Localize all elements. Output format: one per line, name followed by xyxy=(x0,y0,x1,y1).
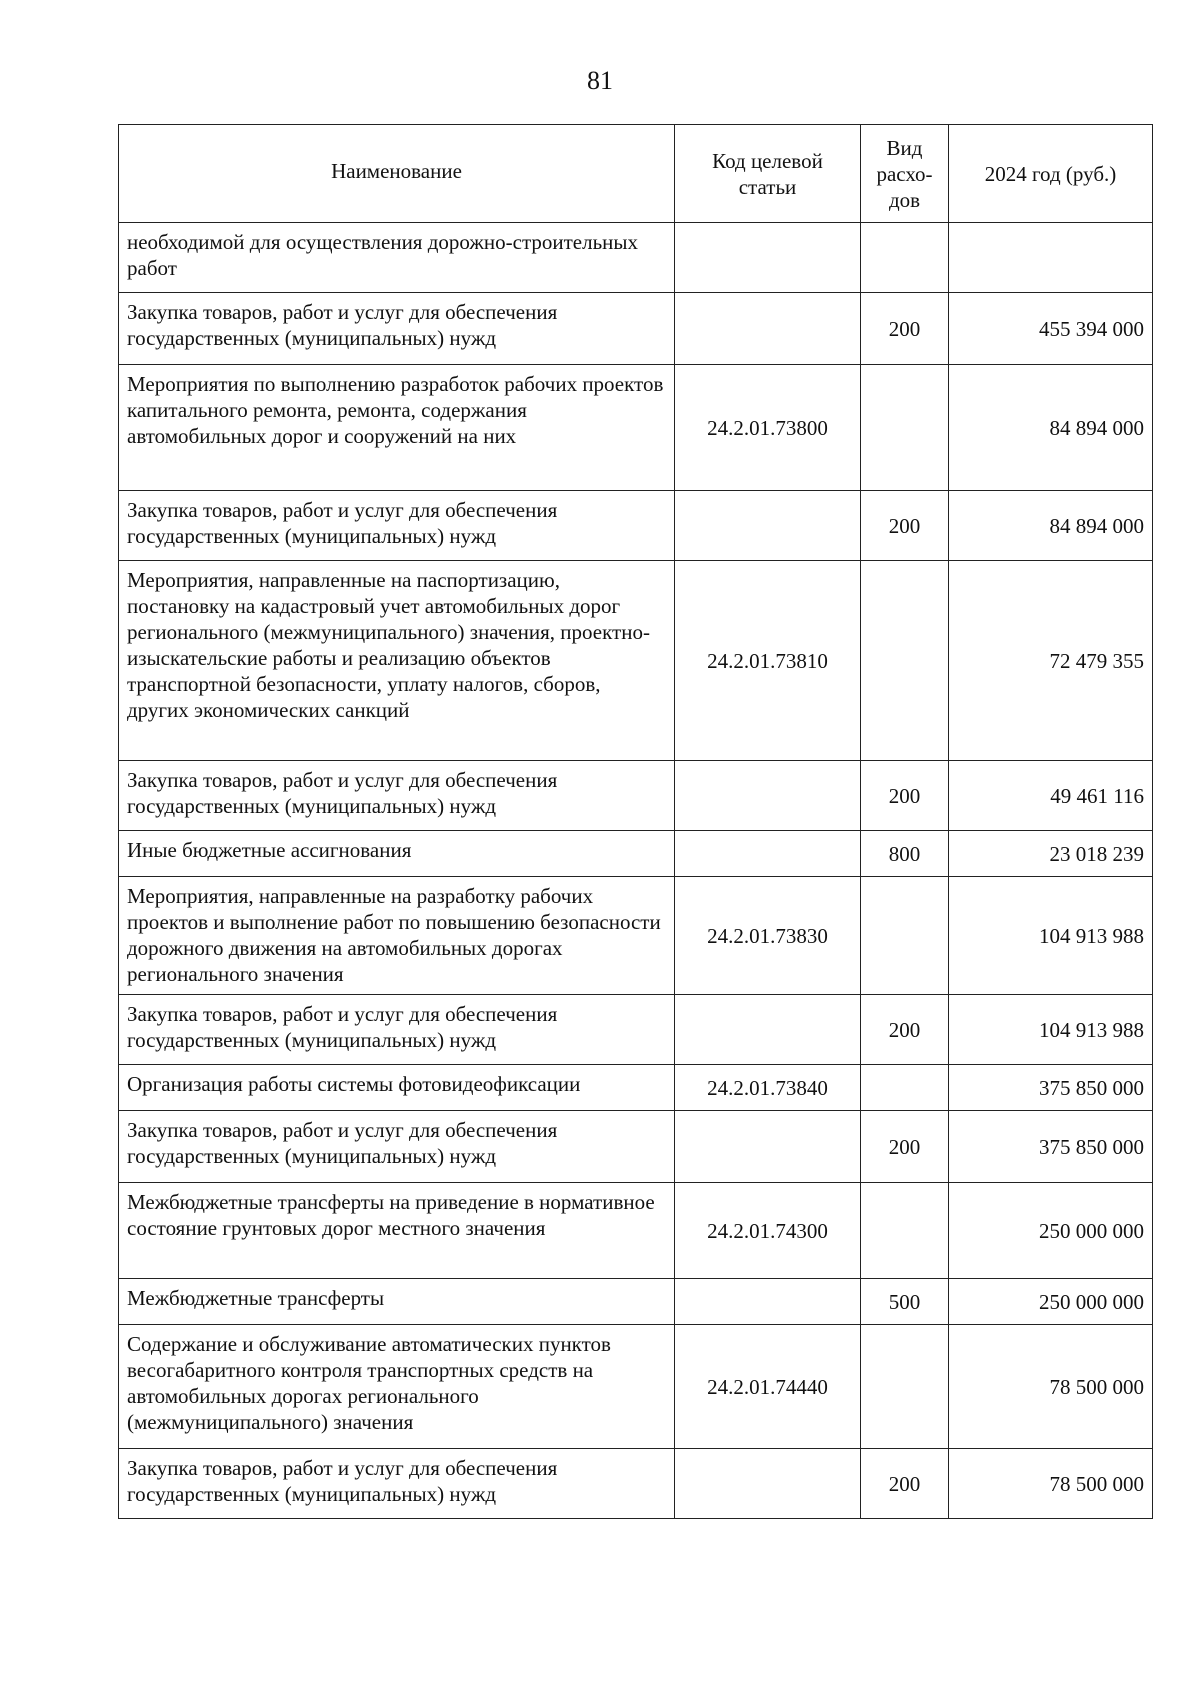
table-row xyxy=(119,491,1153,561)
row-code-cell xyxy=(675,1449,861,1519)
row-type-cell: 200 xyxy=(861,1111,949,1183)
table-row xyxy=(119,293,1153,365)
row-type-cell xyxy=(861,1325,949,1449)
row-code-cell xyxy=(675,761,861,831)
row-sum-cell: 78 500 000 xyxy=(949,1449,1153,1519)
table-row xyxy=(119,223,1153,293)
row-sum-cell: 375 850 000 xyxy=(949,1111,1153,1183)
row-name-cell: Мероприятия по выполнению разработок рабочих проектов капитального ремонта, ремонта, содержания автомобильных дорог и сооружений на них xyxy=(119,365,675,491)
row-name-cell: Межбюджетные трансферты на приведение в нормативное состояние грунтовых дорог местного значения xyxy=(119,1183,675,1279)
row-sum-cell: 455 394 000 xyxy=(949,293,1153,365)
table-body xyxy=(119,223,1153,1519)
row-code-cell xyxy=(675,491,861,561)
table-row xyxy=(119,1065,1153,1111)
table-row xyxy=(119,831,1153,877)
row-sum-cell: 250 000 000 xyxy=(949,1183,1153,1279)
row-code-cell xyxy=(675,1111,861,1183)
row-type-cell: 200 xyxy=(861,761,949,831)
row-sum-cell xyxy=(949,223,1153,293)
table-row xyxy=(119,761,1153,831)
row-name-cell: Организация работы системы фотовидеофиксации xyxy=(119,1065,675,1111)
row-name-cell: Иные бюджетные ассигнования xyxy=(119,831,675,877)
row-type-cell: 200 xyxy=(861,1449,949,1519)
row-name-cell: необходимой для осуществления дорожно-строительных работ xyxy=(119,223,675,293)
row-code-cell xyxy=(675,223,861,293)
budget-table xyxy=(118,124,1153,1519)
row-code-cell: 24.2.01.73840 xyxy=(675,1065,861,1111)
row-name-cell: Закупка товаров, работ и услуг для обеспечения государственных (муниципальных) нужд xyxy=(119,995,675,1065)
table-row xyxy=(119,1449,1153,1519)
row-type-cell: 200 xyxy=(861,491,949,561)
header-type: Вид расхо-дов xyxy=(861,125,949,223)
row-name-cell: Закупка товаров, работ и услуг для обеспечения государственных (муниципальных) нужд xyxy=(119,491,675,561)
header-code: Код целевой статьи xyxy=(675,125,861,223)
row-type-cell xyxy=(861,877,949,995)
row-sum-cell: 72 479 355 xyxy=(949,561,1153,761)
row-code-cell xyxy=(675,293,861,365)
row-sum-cell: 104 913 988 xyxy=(949,995,1153,1065)
table-row xyxy=(119,365,1153,491)
row-code-cell: 24.2.01.73830 xyxy=(675,877,861,995)
table-row xyxy=(119,1325,1153,1449)
row-code-cell: 24.2.01.74300 xyxy=(675,1183,861,1279)
table-row xyxy=(119,995,1153,1065)
row-type-cell: 800 xyxy=(861,831,949,877)
row-code-cell xyxy=(675,1279,861,1325)
table-row xyxy=(119,1279,1153,1325)
row-code-cell xyxy=(675,995,861,1065)
table-row xyxy=(119,561,1153,761)
row-sum-cell: 104 913 988 xyxy=(949,877,1153,995)
row-sum-cell: 375 850 000 xyxy=(949,1065,1153,1111)
table-header-row xyxy=(119,125,1153,223)
row-type-cell xyxy=(861,1183,949,1279)
table-row xyxy=(119,1183,1153,1279)
row-type-cell xyxy=(861,1065,949,1111)
row-code-cell: 24.2.01.74440 xyxy=(675,1325,861,1449)
row-sum-cell: 49 461 116 xyxy=(949,761,1153,831)
row-code-cell xyxy=(675,831,861,877)
row-sum-cell: 84 894 000 xyxy=(949,491,1153,561)
row-code-cell: 24.2.01.73800 xyxy=(675,365,861,491)
row-type-cell: 200 xyxy=(861,293,949,365)
row-name-cell: Мероприятия, направленные на паспортизацию, постановку на кадастровый учет автомобильных дорог регионального (межмуниципального) значения, проектно-изыскательские работы и реализацию объектов транспортной безопасности, уплату налогов, сборов, других экономических санкций xyxy=(119,561,675,761)
row-name-cell: Межбюджетные трансферты xyxy=(119,1279,675,1325)
page-number: 81 xyxy=(587,66,613,95)
row-type-cell xyxy=(861,223,949,293)
row-name-cell: Закупка товаров, работ и услуг для обеспечения государственных (муниципальных) нужд xyxy=(119,1111,675,1183)
row-name-cell: Закупка товаров, работ и услуг для обеспечения государственных (муниципальных) нужд xyxy=(119,1449,675,1519)
row-name-cell: Содержание и обслуживание автоматических пунктов весогабаритного контроля транспортных средств на автомобильных дорогах регионального (межмуниципального) значения xyxy=(119,1325,675,1449)
row-type-cell xyxy=(861,561,949,761)
row-sum-cell: 84 894 000 xyxy=(949,365,1153,491)
row-sum-cell: 78 500 000 xyxy=(949,1325,1153,1449)
row-type-cell: 200 xyxy=(861,995,949,1065)
row-sum-cell: 23 018 239 xyxy=(949,831,1153,877)
row-sum-cell: 250 000 000 xyxy=(949,1279,1153,1325)
row-code-cell: 24.2.01.73810 xyxy=(675,561,861,761)
row-name-cell: Закупка товаров, работ и услуг для обеспечения государственных (муниципальных) нужд xyxy=(119,293,675,365)
row-name-cell: Мероприятия, направленные на разработку рабочих проектов и выполнение работ по повышению безопасности дорожного движения на автомобильных дорогах регионального значения xyxy=(119,877,675,995)
table-row xyxy=(119,877,1153,995)
row-type-cell xyxy=(861,365,949,491)
row-name-cell: Закупка товаров, работ и услуг для обеспечения государственных (муниципальных) нужд xyxy=(119,761,675,831)
header-name: Наименование xyxy=(119,125,675,223)
row-type-cell: 500 xyxy=(861,1279,949,1325)
table-row xyxy=(119,1111,1153,1183)
header-sum: 2024 год (руб.) xyxy=(949,125,1153,223)
